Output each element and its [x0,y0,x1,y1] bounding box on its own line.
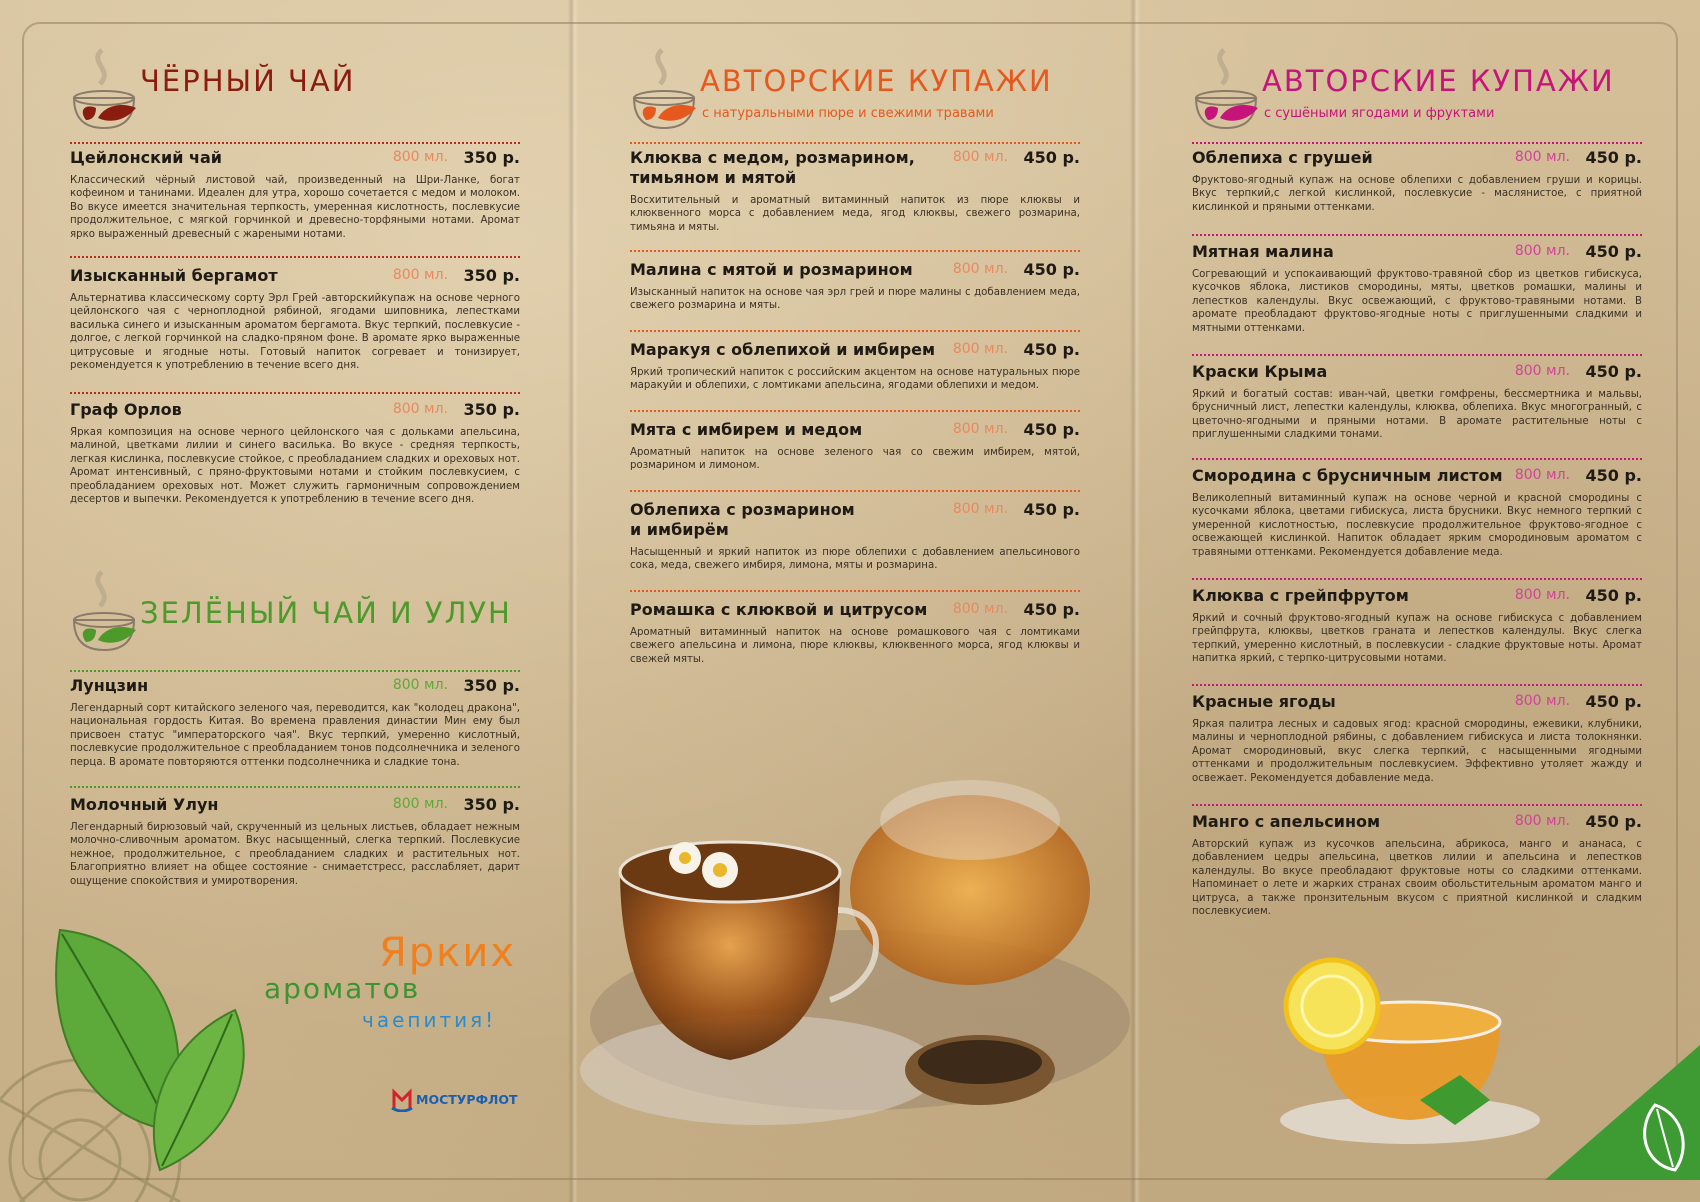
item-description: Яркая палитра лесных и садовых ягод: красной смородины, ежевики, клубники, малины и черноплодной рябины, с добавлением гибискуса и листа толокнянки. Аромат смородиновый, вкус слегка терпкий, с насыщенными ягодными оттенками и продолжительным послевкусием. Эффективно утоляет жажду и освежает. Рекомендуется добавление меда. [1192,719,1642,784]
item-volume: 800 мл. [952,341,1008,357]
section-title: ЧЁРНЫЙ ЧАЙ [140,64,356,98]
item-volume: 800 мл. [1514,467,1570,483]
item-name: Малина с мятой и розмарином [630,260,913,279]
logo-text: МОСТУРФЛОТ [416,1092,518,1107]
item-price: 350 р. [463,266,520,285]
item-volume: 800 мл. [392,796,448,812]
slogan-line-1: Ярких [378,930,516,976]
item-description: Ароматный витаминный напиток на основе ромашкового чая с ломтиками свежего апельсина и лимона, пюре клюквы, клюквенного морса, ягод клюквы и свежей мяты. [630,627,1080,665]
item-price: 450 р. [1023,340,1080,359]
item-description: Яркий тропический напиток с российским акцентом на основе натуральных пюре маракуйи и облепихи, с ломтиками апельсина, ягодами облепихи и медом. [630,367,1080,392]
item-price: 350 р. [463,148,520,167]
menu-item [1192,586,1642,666]
item-description: Фруктово-ягодный купаж на основе облепихи с добавлением груши и корицы. Вкус терпкий,с легкой кислинкой, послевкусие - маслянистое, с приятной кислинкой и пряными оттенками. [1192,175,1642,213]
item-description: Великолепный витаминный купаж на основе черной и красной смородины с кусочками яблока, цветами гибискуса, листа брусники. Вкус немного терпкий с умеренной кислотностью, послевкусие продолжительное фруктово-ягодное с освежающей кислинкой. Напиток обладает ярким смородиновым ароматом с травяными оттенками. Рекомендуется добавление меда. [1192,493,1642,558]
item-volume: 800 мл. [952,261,1008,277]
item-volume: 800 мл. [1514,693,1570,709]
menu-item [70,266,520,372]
item-volume: 800 мл. [1514,813,1570,829]
item-name: Изысканный бергамот [70,266,278,285]
item-description: Насыщенный и яркий напиток из пюре облепихи с добавлением апельсинового сока, меда, свежего имбиря, лимона, мяты и розмарина. [630,547,1080,572]
item-divider [70,256,520,258]
item-divider [1192,458,1642,460]
menu-item [70,400,520,506]
item-price: 350 р. [463,400,520,419]
item-name: Граф Орлов [70,400,182,419]
slogan-line-2: ароматов [264,972,421,1005]
item-description: Альтернатива классическому сорту Эрл Грей -авторскийкупаж на основе черного цейлонского чая с черноплодной рябиной, ягодами шиповника, лепестками василька синего и изысканным ароматом бергамота. Вкус терпкий, послевкусие - долгое, с легкой горчинкой на сладко-пряном фоне. В аромате ярко выраженные цитрусовые и ягодные ноты. Готовый напиток согревает и тонизирует, рекомендуется к употреблению в течение всего дня. [70,293,520,372]
item-description: Восхитительный и ароматный витаминный напиток из пюре клюквы и клюквенного морса с добавлением меда, ягод клюквы, свежего розмарина, тимьяна и мяты. [630,195,1080,233]
item-description: Легендарный бирюзовый чай, скрученный из цельных листьев, обладает нежным молочно-сливочным ароматом. Вкус насыщенный, слегка терпкий. Послевкусие нежное, продолжительное, с преобладанием сладких и растительных нот. Благоприятно влияет на общее состояние - снимаетстресс, расслабляет, дарит ощущение спокойствия и умиротворения. [70,822,520,887]
item-volume: 800 мл. [1514,243,1570,259]
section-title: АВТОРСКИЕ КУПАЖИ [1262,64,1615,98]
section-subtitle: с сушёными ягодами и фруктами [1264,106,1495,121]
item-price: 450 р. [1023,420,1080,439]
item-volume: 800 мл. [392,677,448,693]
section-author-fresh-header [630,48,1080,128]
menu-item [1192,362,1642,442]
section-black-tea-header [70,48,520,128]
item-description: Классический чёрный листовой чай, произведенный на Шри-Ланке, богат кофеином и танинами. Идеален для утра, хорошо сочетается с медом и молоком. Во вкусе имеется значительная терпкость, умеренная кислотность, послевкусие продолжительное, с мягкой горчинкой и древесно-торфяными нотами. Аромат ярко выраженный древесный с жареными нотами. [70,175,520,240]
item-name: Манго с апельсином [1192,812,1381,831]
item-name: Краски Крыма [1192,362,1328,381]
item-name: Маракуя с облепихой и имбирем [630,340,936,359]
section-author-dried-header [1192,48,1642,128]
item-volume: 800 мл. [392,267,448,283]
menu-item [630,148,1080,234]
menu-item [630,500,1080,573]
item-description: Ароматный напиток на основе зеленого чая со свежим имбирем, мятой, розмарином и лимоном. [630,447,1080,472]
menu-item [70,676,520,769]
column-right [1192,0,1642,1202]
item-name: Мята с имбирем и медом [630,420,863,439]
section-title: ЗЕЛЁНЫЙ ЧАЙ И УЛУН [140,596,512,630]
teacup-icon [66,570,142,654]
section-title: АВТОРСКИЕ КУПАЖИ [700,64,1053,98]
item-description: Изысканный напиток на основе чая эрл грей и пюре малины с добавлением меда, свежего розмарина и мяты. [630,287,1080,312]
menu-item [630,600,1080,666]
item-divider [630,330,1080,332]
item-divider [1192,684,1642,686]
item-volume: 800 мл. [1514,363,1570,379]
item-divider [70,392,520,394]
slogan [200,930,530,1060]
item-divider [630,410,1080,412]
item-price: 450 р. [1023,600,1080,619]
teacup-icon [626,48,702,132]
section-rule [630,142,1080,144]
item-name: Лунцзин [70,676,149,695]
item-volume: 800 мл. [1514,149,1570,165]
item-description: Легендарный сорт китайского зеленого чая, переводится, как "колодец дракона", национальная гордость Китая. Во времена правления династии Мин ему был присвоен статус "императорского чая". Вкус терпкий, умеренно кислотный, послевкусие продолжительное с преобладанием тонов подсолнечника и зеленого перца. В аромате повторяются оттенки подсолнечника и сладкие тона. [70,703,520,768]
item-volume: 800 мл. [952,421,1008,437]
menu-item [1192,812,1642,918]
item-price: 450 р. [1585,466,1642,485]
section-green-tea-header [70,570,520,650]
item-name: Смородина с брусничным листом [1192,466,1503,485]
item-name: Клюква с грейпфрутом [1192,586,1409,605]
item-divider [1192,234,1642,236]
menu-item [70,148,520,241]
slogan-line-3: чаепития! [362,1008,497,1032]
section-rule [1192,142,1642,144]
menu-item [1192,466,1642,559]
item-name: Ромашка с клюквой и цитрусом [630,600,928,619]
teacup-icon [1188,48,1264,132]
item-volume: 800 мл. [392,401,448,417]
anchor-logo-icon [390,1086,414,1112]
item-volume: 800 мл. [392,149,448,165]
menu-item [630,420,1080,473]
brand-logo [390,1086,525,1112]
item-description: Яркий и сочный фруктово-ягодный купаж на основе гибискуса с добавлением грейпфрута, клюквы, цветков граната и лепестков календулы. Вкус слегка терпкий, умеренно кислотный, в послевкусии - сладкие фруктовые ноты. Аромат напитка яркий, с терпко-цитрусовыми нотами. [1192,613,1642,665]
item-name: Мятная малина [1192,242,1334,261]
section-rule [70,670,520,672]
column-middle [630,0,1080,1202]
item-price: 450 р. [1585,148,1642,167]
item-volume: 800 мл. [952,601,1008,617]
item-price: 450 р. [1023,148,1080,167]
item-price: 350 р. [463,676,520,695]
item-name: Облепиха с грушей [1192,148,1373,167]
item-description: Согревающий и успокаивающий фруктово-травяной сбор из цветков гибискуса, кусочков яблока, листиков смородины, мяты, цветков ромашки, малины и лепестков календулы. Вкус освежающий, с фруктово-травяными нотами. В аромате преобладают фруктово-ягодные ноты с приглушенными сладкими и мятными оттенками. [1192,269,1642,334]
section-subtitle: с натуральными пюре и свежими травами [702,106,994,121]
item-description: Авторский купаж из кусочков апельсина, абрикоса, манго и ананаса, с добавлением цедры апельсина, цветков лилии и апельсина и лепестков календулы. Во вкусе преобладают фруктовые ноты со сладкими оттенками. Напоминает о лете и жарких странах своим обольстительным ароматом манго и цитруса, а также пронзительным вкусом с приятной кислинкой и сладким послевкусием. [1192,839,1642,918]
item-price: 450 р. [1585,362,1642,381]
item-divider [630,590,1080,592]
menu-item [70,795,520,888]
section-rule [70,142,520,144]
item-volume: 800 мл. [952,501,1008,517]
menu-item [630,340,1080,393]
item-divider [1192,354,1642,356]
menu-item [1192,692,1642,785]
item-volume: 800 мл. [952,149,1008,165]
item-price: 450 р. [1585,586,1642,605]
item-name: Красные ягоды [1192,692,1336,711]
item-price: 450 р. [1023,260,1080,279]
item-price: 450 р. [1585,692,1642,711]
item-divider [1192,804,1642,806]
item-price: 450 р. [1023,500,1080,519]
item-name: Клюква с медом, розмарином, тимьяном и мятой [630,148,915,187]
item-divider [1192,578,1642,580]
menu-item [1192,242,1642,335]
item-price: 450 р. [1585,812,1642,831]
item-volume: 800 мл. [1514,587,1570,603]
item-name: Молочный Улун [70,795,219,814]
item-divider [630,250,1080,252]
teacup-icon [66,48,142,132]
menu-item [630,260,1080,313]
item-description: Яркая композиция на основе черного цейлонского чая с дольками апельсина, малиной, цветками лилии и синего василька. Во вкусе - средняя терпкость, легкая кислинка, послевкусие стойкое, с преобладанием сладких и ореховых нот. Аромат интенсивный, с пряно-фруктовыми нотами и стойким послевкусием, с преобладанием ореховых нот. Может служить гармоничным сопровождением десертов и выпечки. Рекомендуется к употреблению в течение всего дня. [70,427,520,506]
item-name: Цейлонский чай [70,148,222,167]
item-description: Яркий и богатый состав: иван-чай, цветки гомфрены, бессмертника и мальвы, брусничный лист, лепестки календулы, клюква, облепиха. Вкус многогранный, с цветочно-ягодными и пряными нотами. В аромате растительные ноты с приглушенными сладкими тонами. [1192,389,1642,441]
item-divider [630,490,1080,492]
item-price: 450 р. [1585,242,1642,261]
item-price: 350 р. [463,795,520,814]
item-divider [70,786,520,788]
menu-item [1192,148,1642,214]
fold-line-left [568,0,578,1202]
item-name: Облепиха с розмарином и имбирём [630,500,855,539]
